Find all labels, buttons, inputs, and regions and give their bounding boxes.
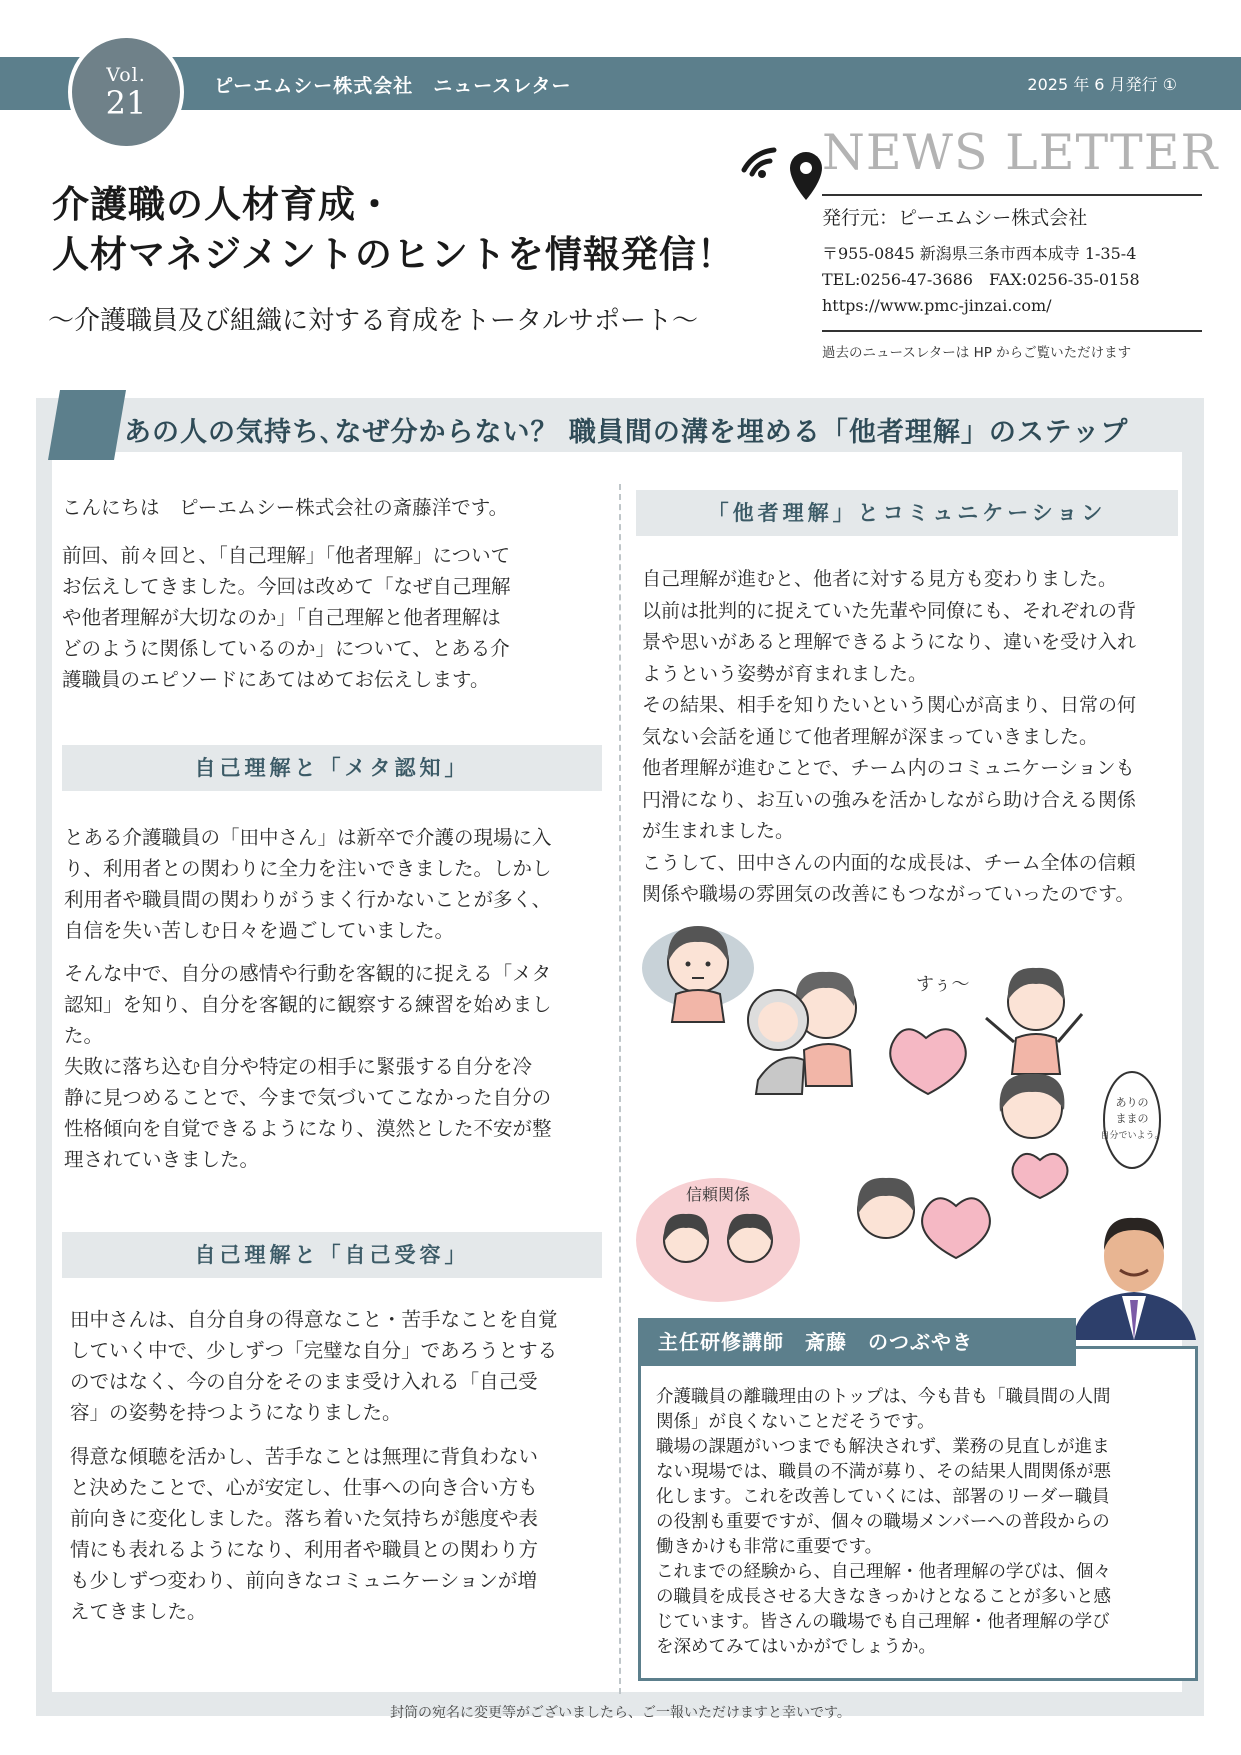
text-line: 気ない会話を通じて他者理解が深まっていきました。 bbox=[642, 725, 1099, 748]
text-line: 前向きに変化しました。落ち着いた気持ちが態度や表 bbox=[70, 1507, 539, 1530]
text-line: 自己理解が進むと、他者に対する見方も変わりました。 bbox=[642, 568, 1118, 590]
text-line: 円滑になり、お互いの強みを活かしながら助け合える関係 bbox=[642, 788, 1137, 811]
text-line: 田中さんは、自分自身の得意なこと・苦手なことを自覚 bbox=[70, 1308, 558, 1331]
volume-number: 21 bbox=[105, 84, 147, 122]
text-line: 認知」を知り、自分を客観的に観察する練習を始めまし bbox=[64, 993, 552, 1016]
text-line: 静に見つめることで、今まで気づいてこなかった自分の bbox=[64, 1086, 552, 1109]
text-line: お伝えしてきました。今回は改めて「なぜ自己理解 bbox=[62, 575, 511, 598]
footer-note: 封筒の宛名に変更等がございましたら、ご一報いただけますと幸いです。 bbox=[390, 1705, 851, 1721]
text-line: 以前は批判的に捉えていた先輩や同僚にも、それぞれの背 bbox=[642, 599, 1137, 622]
text-line: 介護職員の離職理由のトップは、今も昔も「職員間の人間 bbox=[656, 1387, 1111, 1407]
text-line: 理されていきました。 bbox=[64, 1148, 260, 1171]
sigh-label: すぅ〜 bbox=[916, 974, 970, 995]
text-line: 性格傾向を自覚できるようになり、漠然とした不安が整 bbox=[64, 1117, 552, 1140]
masthead-rule-top bbox=[822, 194, 1202, 196]
text-line: 他者理解が進むことで、チーム内のコミュニケーションも bbox=[642, 757, 1135, 779]
text-line: 働きかけも非常に重要です。 bbox=[656, 1537, 883, 1557]
headline-subtitle: 〜介護職員及び組織に対する育成をトータルサポート〜 bbox=[48, 306, 699, 336]
text-line: の役割も重要ですが、個々の職場メンバーへの普段からの bbox=[656, 1512, 1110, 1532]
phone-fax: TEL:0256-47-3686 FAX:0256-35-0158 bbox=[822, 270, 1140, 289]
website-url[interactable]: https://www.pmc-jinzai.com/ bbox=[822, 296, 1052, 315]
text-line: 自信を失い苦しむ日々を過ごしていました。 bbox=[64, 919, 455, 942]
section-heading-understanding-others: 「他者理解」とコミュニケーション bbox=[636, 490, 1178, 536]
text-line: えてきました。 bbox=[70, 1600, 207, 1623]
volume-label: Vol. bbox=[106, 64, 146, 86]
intro-paragraph bbox=[62, 540, 610, 695]
contact-block bbox=[822, 241, 1140, 319]
text-line: どのように関係しているのか」について、とある介 bbox=[62, 637, 510, 660]
text-line: 前回、前々回と、「自己理解」「他者理解」について bbox=[62, 544, 511, 567]
text-line: じています。皆さんの職場でも自己理解・他者理解の学び bbox=[656, 1612, 1110, 1632]
worried-person-illustration bbox=[642, 926, 754, 1022]
section-heading-meta-cognition: 自己理解と「メタ認知」 bbox=[62, 745, 602, 791]
text-line: り、利用者との関わりに全力を注いできました。しかし bbox=[64, 857, 552, 880]
section1-paragraph-2 bbox=[64, 958, 612, 1175]
section-heading-self-acceptance: 自己理解と「自己受容」 bbox=[62, 1232, 602, 1278]
greeting: こんにちは ピーエムシー株式会社の斎藤洋です。 bbox=[62, 496, 509, 519]
text-line: 容」の姿勢を持つようになりました。 bbox=[70, 1401, 402, 1424]
company-newsletter-label: ピーエムシー株式会社 ニュースレター bbox=[214, 75, 572, 97]
person-and-heart-illustration bbox=[858, 1178, 990, 1258]
banner-ribbon-decoration bbox=[48, 390, 126, 460]
text-line: これまでの経験から、自己理解・他者理解の学びは、個々 bbox=[656, 1562, 1111, 1582]
text-line: ようという姿勢が育まれました。 bbox=[642, 662, 928, 685]
section2-paragraph-2 bbox=[70, 1441, 618, 1627]
heart-icon bbox=[890, 1029, 966, 1094]
newsletter-title: NEWS LETTER bbox=[822, 124, 1219, 181]
bubble-text-line: 自分でいよう。 bbox=[1100, 1131, 1164, 1141]
trust-relationship-illustration bbox=[636, 1178, 800, 1302]
text-line: とある介護職員の「田中さん」は新卒で介護の現場に入 bbox=[64, 826, 552, 849]
text-line: 利用者や職員間の関わりがうまく行かないことが多く、 bbox=[64, 888, 552, 911]
text-line: と決めたことで、心が安定し、仕事への向き合い方も bbox=[70, 1476, 538, 1499]
text-line: 情にも表れるようになり、利用者や職員との関わり方 bbox=[70, 1538, 539, 1561]
section1-paragraph-1 bbox=[64, 822, 612, 946]
text-line: 景や思いがあると理解できるようになり、違いを受け入れ bbox=[642, 631, 1137, 653]
column-divider bbox=[619, 484, 621, 1694]
text-line: 失敗に落ち込む自分や特定の相手に緊張する自分を冷 bbox=[64, 1055, 533, 1078]
masthead-rule-bottom bbox=[822, 330, 1202, 332]
section3-paragraph bbox=[642, 564, 1194, 911]
text-line: や他者理解が大切なのか」「自己理解と他者理解は bbox=[62, 606, 501, 629]
instructor-column-text bbox=[656, 1385, 1186, 1660]
text-line: 化します。これを改善していくには、部署のリーダー職員 bbox=[656, 1487, 1110, 1507]
postal-address: 〒955-0845 新潟県三条市西本成寺 1-35-4 bbox=[822, 244, 1137, 263]
issue-date: 2025 年 6 月発行 ① bbox=[1027, 75, 1177, 94]
text-line: も少しずつ変わり、前向きなコミュニケーションが増 bbox=[70, 1569, 537, 1592]
text-line: 護職員のエピソードにあてはめてお伝えします。 bbox=[62, 668, 490, 691]
text-line: 得意な傾聴を活かし、苦手なことは無理に背負わない bbox=[70, 1445, 539, 1468]
bubble-text-line: ありの bbox=[1115, 1096, 1149, 1109]
past-newsletters-note: 過去のニュースレターは HP からご覧いただけます bbox=[822, 345, 1132, 361]
volume-badge bbox=[68, 34, 184, 150]
text-line: ない現場では、職員の不満が募り、その結果人間関係が悪 bbox=[656, 1462, 1111, 1482]
text-line: が生まれました。 bbox=[642, 820, 795, 842]
text-line: していく中で、少しずつ「完璧な自分」であろうとする bbox=[70, 1339, 558, 1362]
bubble-text-line: ままの bbox=[1115, 1112, 1149, 1125]
cheerful-person-illustration bbox=[986, 968, 1082, 1074]
instructor-column-heading: 主任研修講師 斎藤 のつぶやき bbox=[638, 1318, 1076, 1366]
headline bbox=[52, 180, 735, 280]
text-line: のではなく、今の自分をそのまま受け入れる「自己受 bbox=[70, 1370, 538, 1393]
signal-location-icon bbox=[730, 130, 822, 218]
text-line: 関係や職場の雰囲気の改善にもつながっていったのです。 bbox=[642, 883, 1135, 905]
section2-paragraph-1 bbox=[70, 1304, 618, 1428]
self-accepting-person-illustration bbox=[1000, 1074, 1068, 1198]
headline-line-2: 人材マネジメントのヒントを情報発信！ bbox=[52, 233, 735, 276]
text-line: を深めてみてはいかがでしょうか。 bbox=[656, 1637, 936, 1657]
text-line: その結果、相手を知りたいという関心が高まり、日常の何 bbox=[642, 694, 1137, 716]
text-line: 関係」が良くないことだそうです。 bbox=[656, 1412, 935, 1432]
text-line: た。 bbox=[64, 1024, 104, 1047]
text-line: こうして、田中さんの内面的な成長は、チーム全体の信頼 bbox=[642, 851, 1136, 874]
publisher: 発行元：ピーエムシー株式会社 bbox=[822, 207, 1088, 229]
comforting-pair-illustration bbox=[748, 972, 856, 1094]
instructor-photo bbox=[1062, 1200, 1206, 1340]
headline-line-1: 介護職の人材育成・ bbox=[52, 183, 394, 226]
text-line: 職場の課題がいつまでも解決されず、業務の見直しが進ま bbox=[656, 1437, 1110, 1457]
text-line: の職員を成長させる大きなきっかけとなることが多いと感 bbox=[656, 1587, 1111, 1607]
article-title: あの人の気持ち､なぜ分からない？ 職員間の溝を埋める「他者理解」のステップ bbox=[124, 417, 1129, 448]
text-line: そんな中で、自分の感情や行動を客観的に捉える「メタ bbox=[64, 962, 552, 985]
trust-label: 信頼関係 bbox=[685, 1185, 751, 1204]
